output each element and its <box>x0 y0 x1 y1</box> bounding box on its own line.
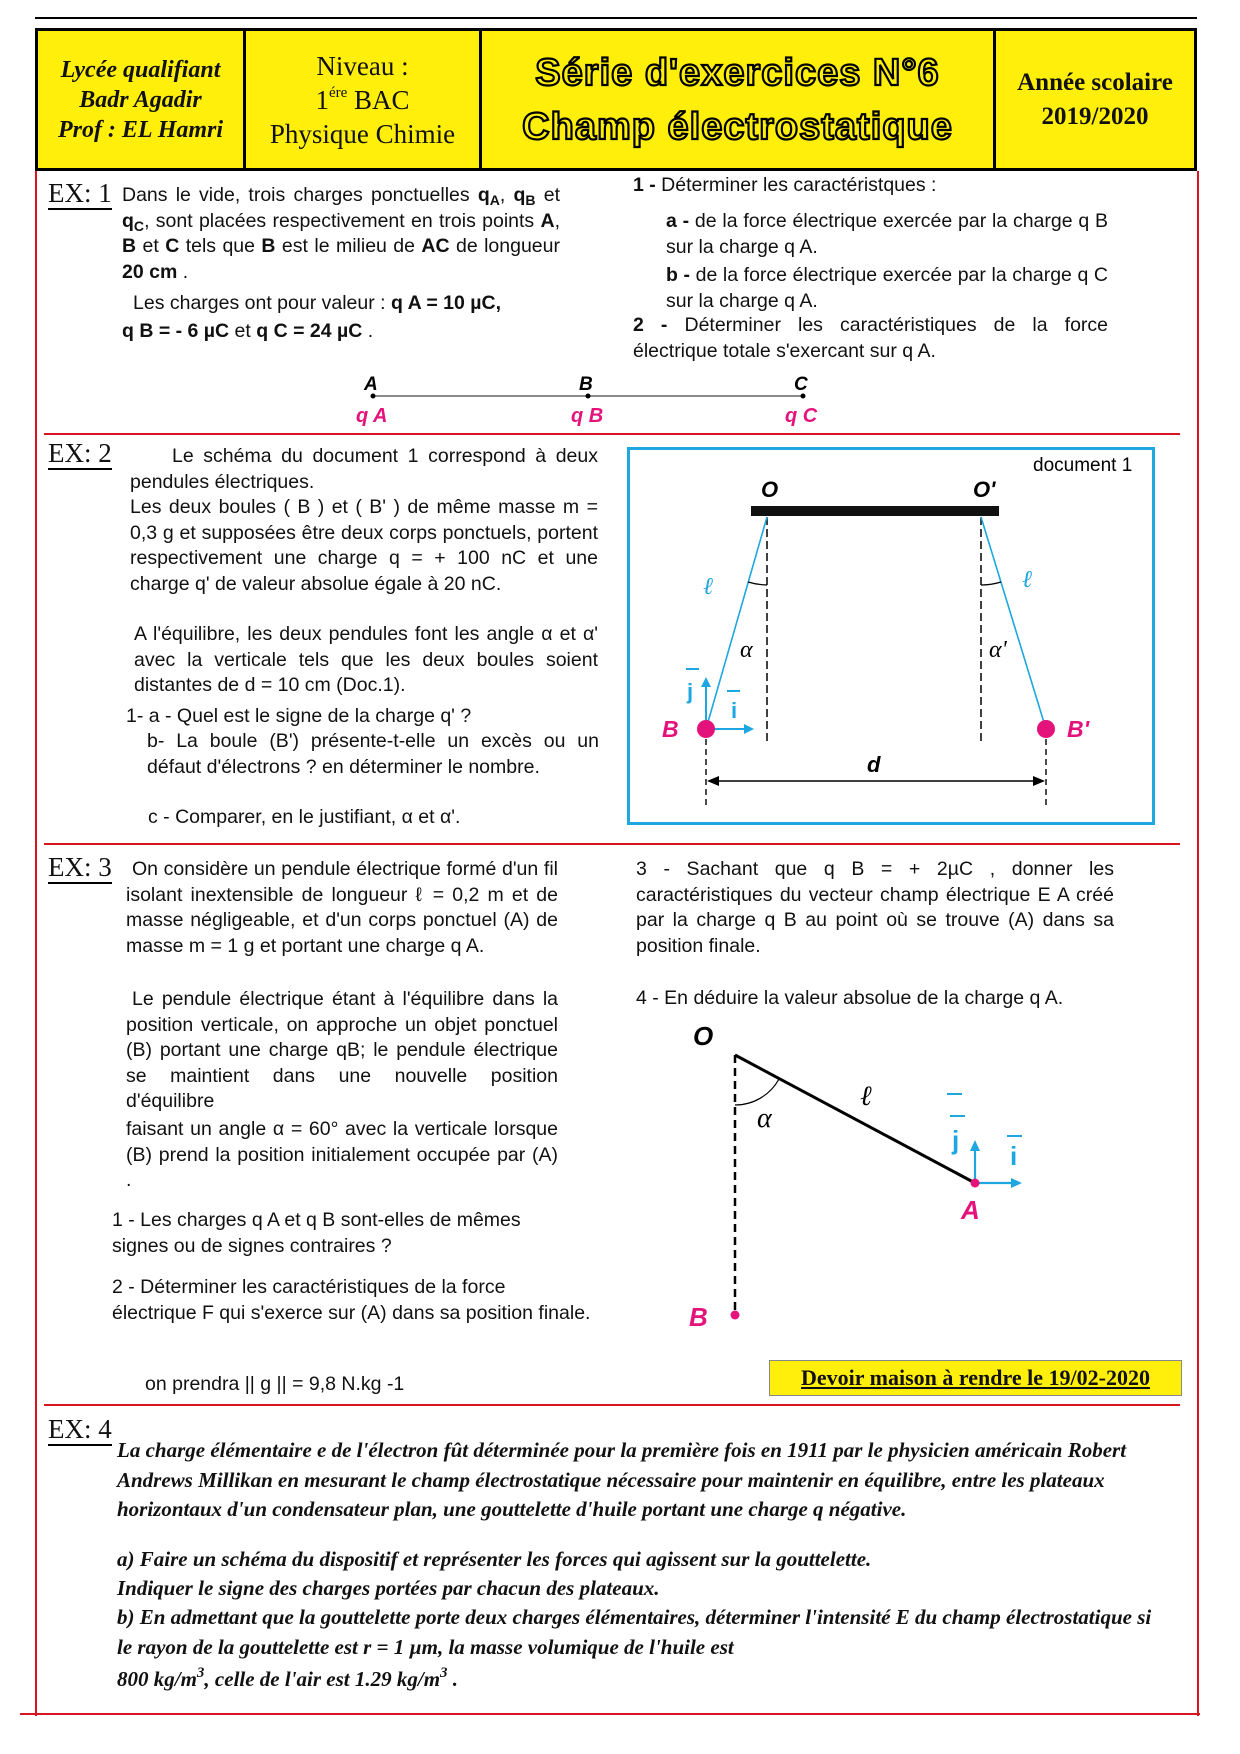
ball-b-prime <box>1037 720 1055 738</box>
ex4-p1: La charge élémentaire e de l'électron fût déterminée pour la première fois en 1911 par le physicien américain Robert Andrews Millikan en mesurant le champ électrostatique nécessaire pour maintenir en équilibre, entre les plateaux horizontaux d'un condensateur plan, une gouttelette d'huile portant une charge q négative. <box>117 1438 1127 1521</box>
angle-alpha: α <box>757 1103 772 1134</box>
school-cell <box>38 31 246 168</box>
ex4-b-end-3: . <box>447 1667 459 1691</box>
ex1-q2 <box>633 313 1108 364</box>
ex3-p2: Le pendule électrique étant à l'équilibre dans la position verticale, on approche un objet ponctuel (B) portant une charge qB; le pendule électrique se maintient dans une nouvelle position d'équilibre <box>126 988 558 1113</box>
ex4-exp-2: 3 <box>440 1665 448 1681</box>
level-line2 <box>315 83 409 117</box>
ex2-p1: Le schéma du document 1 correspond à deux pendules électriques. <box>130 445 598 493</box>
label-qa: q A <box>356 405 388 427</box>
arc-alpha <box>748 582 767 585</box>
frame-bottom <box>20 1713 1200 1715</box>
vector-i-head <box>744 724 754 734</box>
ex1-q1a <box>666 209 1108 260</box>
ex4-b-end-2: , celle de l'air est 1.29 kg/m <box>204 1667 441 1691</box>
year-cell <box>996 31 1194 168</box>
ex1-q1b <box>666 263 1108 314</box>
ex1-qb-value: q B = - 6 µC <box>122 320 230 342</box>
point-a <box>971 1179 980 1188</box>
ex2-q1a: 1- a - Quel est le signe de la charge q' ? <box>126 705 472 727</box>
support-bar <box>751 506 999 516</box>
ex4-b: b) En admettant que la gouttelette porte deux charges élémentaires, déterminer l'intensité E du champ électrostatique si le rayon de la gouttelette est r = 1 µm, la masse volumique de l'huile est <box>117 1605 1152 1659</box>
ex1-q1a-num: a - <box>666 210 690 232</box>
vector-j-head <box>701 677 711 687</box>
separator-1 <box>44 433 1180 435</box>
ex2-q1b: b- La boule (B') présente-t-elle un excès ou un défaut d'électrons ? en déterminer le nombre. <box>147 730 599 778</box>
ex4-b-end-1: 800 kg/m <box>117 1667 197 1691</box>
school-line2: Badr Agadir <box>79 86 202 113</box>
ex3-q2: 2 - Déterminer les caractéristiques de la force électrique F qui s'exerce sur (A) dans sa position finale. <box>112 1276 591 1324</box>
arc-alpha <box>735 1079 779 1105</box>
ex1-values <box>133 291 573 317</box>
ex1-qa-value: q A = 10 µC, <box>391 292 502 314</box>
ex1-intro-4: est le milieu de <box>275 235 422 258</box>
label-a: A <box>364 374 378 395</box>
document-1-figure <box>627 447 1157 827</box>
d-arrow-left <box>707 776 719 786</box>
ex1-length: 20 cm <box>122 260 178 283</box>
ex3-q4: 4 - En déduire la valeur absolue de la charge q A. <box>636 987 1064 1009</box>
label-o-prime: O' <box>973 477 996 502</box>
ex2-p3: A l'équilibre, les deux pendules font les angle α et α' avec la verticale tels que les deux boules soient distantes de d = 10 cm (Doc.1). <box>134 623 598 697</box>
ex3-p1: On considère un pendule électrique formé d'un fil isolant inextensible de longueur ℓ = 0,2 m et de masse négligeable, et d'un corps ponctuel (A) de masse m = 1 g et portant une charge q A. <box>126 858 558 957</box>
ex3-q1: 1 - Les charges q A et q B sont-elles de mêmes signes ou de signes contraires ? <box>112 1209 521 1257</box>
title-line2: Champ électrostatique <box>522 105 953 148</box>
label-c: C <box>794 374 808 395</box>
label-j: j <box>687 679 694 704</box>
ex4-b-end <box>117 1665 1167 1695</box>
ex1-q1b-text: de la force électrique exercée par la charge q C sur la charge q A. <box>666 264 1108 312</box>
d-arrow-right <box>1033 776 1045 786</box>
frame-right <box>1197 171 1199 1716</box>
ex3-label: EX: 3 <box>48 852 112 882</box>
label-j: j <box>952 1125 960 1155</box>
label-o: O <box>693 1021 714 1051</box>
level-sup: ére <box>328 84 348 101</box>
header <box>35 28 1197 171</box>
label-i: i <box>731 698 738 723</box>
ex1-q1 <box>633 173 1113 199</box>
ex4-exp-1: 3 <box>196 1665 205 1681</box>
frame-left <box>35 171 37 1716</box>
angle-alpha: α <box>740 637 753 663</box>
ex2-p2: Les deux boules ( B ) et ( B' ) de même masse m = 0,3 g et supposées être deux corps ponctuels, portent respectivement une charge q = + 100 nC et une charge q' de valeur absolue égale à 20 nC. <box>130 496 598 595</box>
label-i2: i <box>950 1098 951 1099</box>
year-label: Année scolaire <box>1017 68 1173 96</box>
label-d: d <box>867 752 881 777</box>
title-cell <box>482 31 996 168</box>
label-qb: q B <box>571 405 604 427</box>
label-b: B <box>689 1302 708 1332</box>
vector-i-head <box>1011 1178 1022 1188</box>
length-l-left: ℓ <box>703 574 713 600</box>
document-1-frame <box>629 449 1154 824</box>
ex2-q1c: c - Comparer, en le justifiant, α et α'. <box>148 806 461 828</box>
top-rule <box>35 17 1197 19</box>
homework-badge: Devoir maison à rendre le 19/02-2020 <box>769 1360 1182 1396</box>
document-caption: document 1 <box>1033 455 1133 476</box>
point-b <box>731 1311 740 1320</box>
ex1-intro-2: sont placées respectivement en trois points <box>149 209 541 232</box>
ex3-q3: 3 - Sachant que q B = + 2µC , donner les caractéristiques du vecteur champ électrique E A créé par la charge q B au point où se trouve (A) dans sa position finale. <box>636 858 1114 957</box>
label-o: O <box>761 477 779 502</box>
arc-alpha-prime <box>981 582 1001 585</box>
ex3-p3: faisant un angle α = 60° avec la verticale lorsque (B) prend la position initialement occupée par (A) . <box>126 1118 558 1192</box>
level-rest: BAC <box>347 84 410 115</box>
year-value: 2019/2020 <box>1041 102 1149 130</box>
thread-b-prime <box>981 517 1046 729</box>
ex1-label: EX: 1 <box>48 178 112 208</box>
title-line1: Série d'exercices N°6 <box>535 51 940 94</box>
ex2-label: EX: 2 <box>48 438 112 468</box>
label-b: B <box>579 374 593 395</box>
school-line1: Lycée qualifiant <box>60 56 221 83</box>
label-ball-b: B <box>662 716 679 742</box>
ex1-q1-num: 1 - <box>633 174 656 196</box>
length-l: ℓ <box>860 1081 872 1112</box>
ball-b <box>697 720 715 738</box>
separator-3 <box>44 1404 1180 1406</box>
level-line3: Physique Chimie <box>269 118 456 149</box>
school-line3: Prof : EL Hamri <box>57 116 224 143</box>
ex1-q2-num: 2 - <box>633 314 668 336</box>
ex1-q2-text: Déterminer les caractéristiques de la force électrique totale s'exercant sur q A. <box>633 314 1108 362</box>
separator-2 <box>44 843 1180 845</box>
ex1-q1-text: Déterminer les caractéristques : <box>655 174 937 196</box>
ex4-a: a) Faire un schéma du dispositif et représenter les forces qui agissent sur la gouttelette. <box>117 1547 872 1571</box>
level-num: 1 <box>315 84 329 115</box>
ex1-qc-value: q C = 24 µC <box>256 320 363 342</box>
ex1-values-intro: Les charges ont pour valeur : <box>133 292 391 314</box>
ex3-note: on prendra || g || = 9,8 N.kg -1 <box>145 1373 405 1395</box>
ex1-intro-3: tels que <box>179 235 262 258</box>
vector-j-head <box>970 1140 980 1151</box>
label-i: i <box>1010 1141 1018 1171</box>
ex3-diagram <box>685 1015 1045 1335</box>
ex1-q1b-num: b - <box>666 264 690 286</box>
ex1-intro: Dans le vide, trois charges ponctuelles $q_A$, $q_B$ et $q_C$, sont placées respectivement en trois points A, B et C tels que B est le milieu de AC de longueur 20 cm . <box>122 184 561 283</box>
ex1-values2: q B = - 6 µC et q C = 24 µC . <box>122 320 374 342</box>
level-cell <box>246 31 482 168</box>
ex1-intro-1: Dans le vide, trois charges ponctuelles <box>122 184 478 206</box>
length-l-right: ℓ <box>1022 567 1032 593</box>
angle-alpha-prime: α' <box>989 637 1007 663</box>
ex4-a2: Indiquer le signe des charges portées par chacun des plateaux. <box>117 1576 660 1600</box>
ex1-intro-5: de longueur <box>449 235 560 258</box>
level-line1: Niveau : <box>316 50 409 81</box>
label-a: A <box>961 1195 980 1225</box>
ex1-et: et <box>229 320 257 342</box>
label-qc: q C <box>785 405 818 427</box>
ex4-label: EX: 4 <box>48 1414 112 1444</box>
ex1-q1a-text: de la force électrique exercée par la charge q B sur la charge q A. <box>666 210 1109 258</box>
ex1-diagram <box>330 368 830 438</box>
label-ball-b-prime: B' <box>1067 716 1090 742</box>
